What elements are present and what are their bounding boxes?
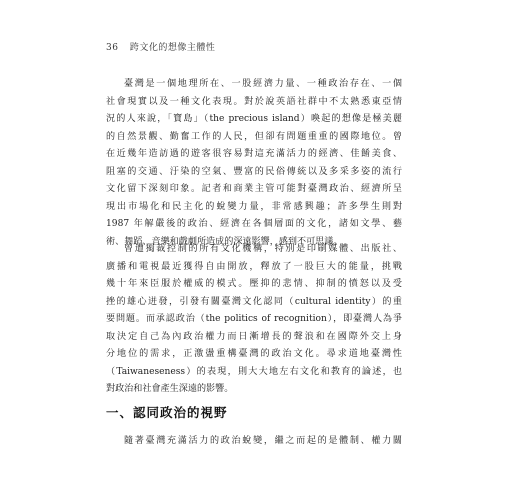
text-line: （Taiwaneseness）的表現，則大大地左右文化和教育的論述，也	[106, 366, 402, 377]
page-number: 36	[106, 43, 119, 53]
text-line: 曾遭獨裁控制的所有文化機構，特別是印刷媒體、出版社、	[124, 244, 402, 254]
text-line: 對政治和社會產生深遠的影響。	[106, 384, 234, 394]
text-line: 社會現實以及一種文化表現。對於說英語社群中不太熟悉東亞情	[106, 96, 402, 107]
paragraph-1	[106, 76, 402, 251]
text-line: 的自然景觀、勤奮工作的人民，但卻有問題重重的國際地位。曾	[106, 131, 402, 142]
text-line: 幾十年來臣服於權威的模式。壓抑的悲情、抑制的憤怒以及受	[106, 279, 402, 289]
text-line: 1987 年解嚴後的政治、經濟在各個層面的文化，諸如文學、藝	[106, 219, 402, 229]
text-line: 要問題。而承認政治（the politics of recognition），即臺灣人為爭	[106, 314, 402, 324]
text-line: 況的人來說，「寶島」（the precious island）喚起的想像是極美麗	[106, 114, 402, 124]
running-header	[106, 40, 215, 53]
text-line: 現出市場化和民主化的蛻變力量，非常感興趣；許多學生則對	[106, 201, 402, 212]
text-line: 術、舞蹈、音樂和戲劇所造成的深遠影響，感到不可思議。	[106, 236, 343, 247]
text-line: 取決定自己為內政治權力而日漸增長的聲浪和在國際外交上身	[106, 331, 402, 342]
section-heading: 一、認同政治的視野	[106, 405, 228, 420]
text-line: 隨著臺灣充滿活力的政治蛻變，繼之而起的是體制、權力關	[124, 436, 402, 446]
text-line: 挫的雄心迸發，引發有關臺灣文化認同（cultural identity）的重	[106, 296, 402, 307]
text-line: 臺灣是一個地理所在、一股經濟力量、一種政治存在、一個	[124, 79, 402, 89]
text-line: 分地位的需求，正激盪重構臺灣的政治文化。尋求道地臺灣性	[106, 349, 402, 359]
running-title: 跨文化的想像主體性	[129, 43, 216, 53]
text-line: 在近幾年造訪過的遊客很容易對這充滿活力的經濟、佳餚美食、	[106, 149, 402, 159]
text-line: 廣播和電視最近獲得自由開放，釋放了一股巨大的能量，挑戰	[106, 261, 402, 272]
text-line: 阻塞的交通、汙染的空氣、豐富的民俗傳統以及多采多姿的流行	[106, 166, 402, 177]
paragraph-3	[106, 433, 402, 451]
text-line: 文化留下深刻印象。記者和商業主管可能對臺灣政治、經濟所呈	[106, 184, 402, 194]
paragraph-2	[106, 241, 402, 399]
